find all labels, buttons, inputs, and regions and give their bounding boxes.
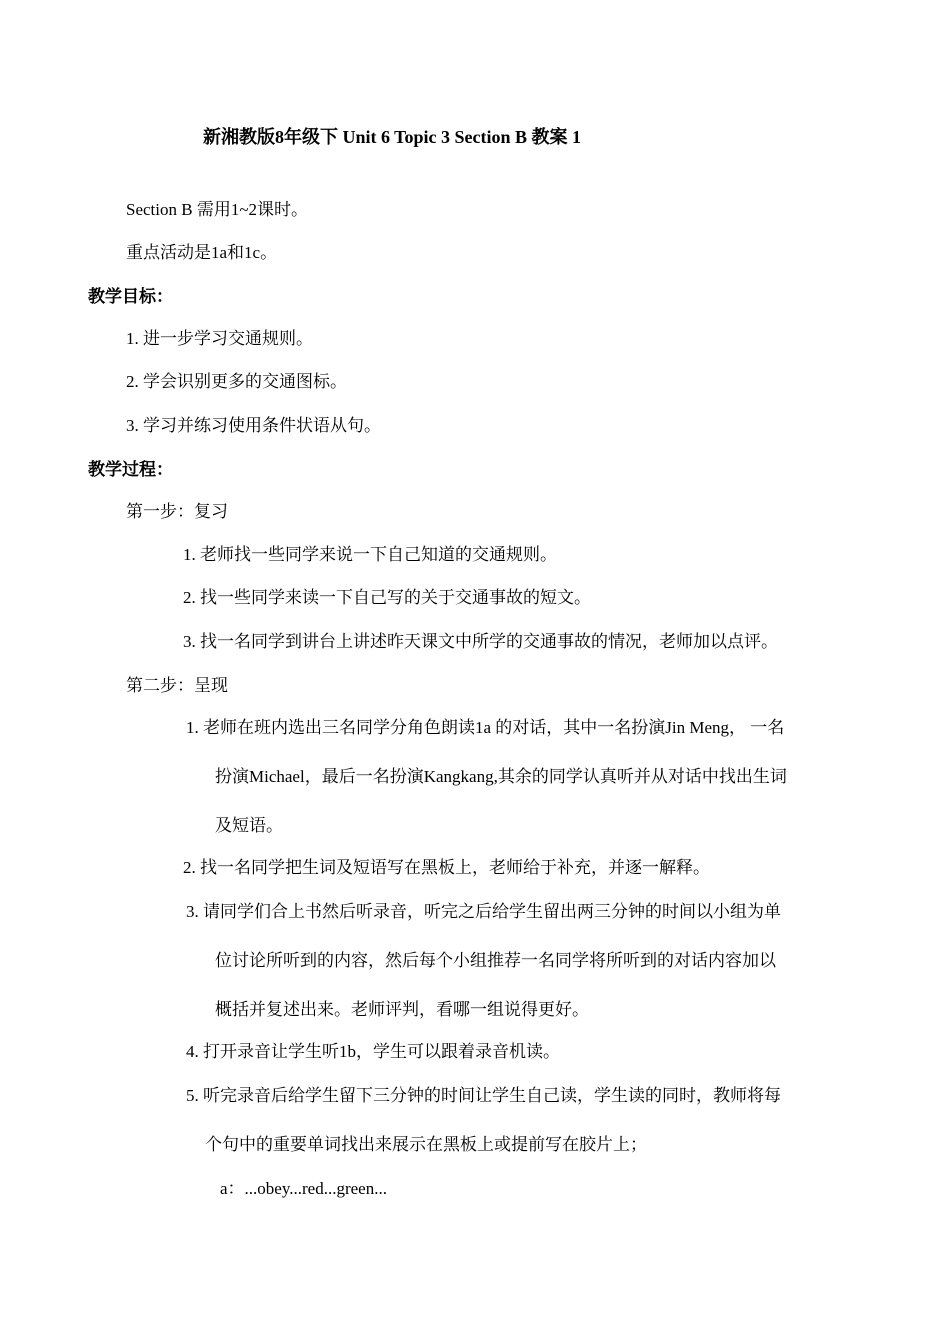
- step2-item4: 4. 打开录音让学生听1b，学生可以跟着录音机读。: [186, 1042, 560, 1061]
- step2-item1-line1: 1. 老师在班内选出三名同学分角色朗读1a 的对话，其中一名扮演Jin Meng， 一名: [186, 718, 785, 737]
- step1-item-3: 3. 找一名同学到讲台上讲述昨天课文中所学的交通事故的情况，老师加以点评。: [183, 632, 778, 651]
- document-title: 新湘教版8年级下 Unit 6 Topic 3 Section B 教案 1: [203, 127, 582, 147]
- step2-item3-line1: 3. 请同学们合上书然后听录音，听完之后给学生留出两三分钟的时间以小组为单: [186, 902, 781, 921]
- process-heading: 教学过程：: [88, 460, 173, 479]
- step1-title: 第一步：复习: [126, 502, 228, 521]
- goal-item-3: 3. 学习并练习使用条件状语从句。: [126, 416, 381, 435]
- goal-item-2: 2. 学会识别更多的交通图标。: [126, 372, 347, 391]
- step2-item2: 2. 找一名同学把生词及短语写在黑板上，老师给于补充，并逐一解释。: [183, 858, 710, 877]
- step2-item5-line2: 个句中的重要单词找出来展示在黑板上或提前写在胶片上；: [205, 1135, 647, 1154]
- step2-item3-line3: 概括并复述出来。老师评判，看哪一组说得更好。: [215, 1000, 589, 1019]
- step2-item1-line3: 及短语。: [215, 816, 283, 835]
- step1-item-1: 1. 老师找一些同学来说一下自己知道的交通规则。: [183, 545, 557, 564]
- intro-line-2: 重点活动是1a和1c。: [126, 243, 278, 262]
- step2-example: a：...obey...red...green...: [220, 1179, 387, 1198]
- step2-item5-line1: 5. 听完录音后给学生留下三分钟的时间让学生自己读，学生读的同时，教师将每: [186, 1086, 781, 1105]
- step2-title: 第二步：呈现: [126, 676, 228, 695]
- step2-item3-line2: 位讨论所听到的内容，然后每个小组推荐一名同学将所听到的对话内容加以: [215, 951, 776, 970]
- goal-item-1: 1. 进一步学习交通规则。: [126, 329, 313, 348]
- goals-heading: 教学目标：: [88, 287, 173, 306]
- step2-item1-line2: 扮演Michael，最后一名扮演Kangkang,其余的同学认真听并从对话中找出生词: [215, 767, 787, 786]
- intro-line-1: Section B 需用1~2课时。: [126, 200, 309, 219]
- step1-item-2: 2. 找一些同学来读一下自己写的关于交通事故的短文。: [183, 588, 591, 607]
